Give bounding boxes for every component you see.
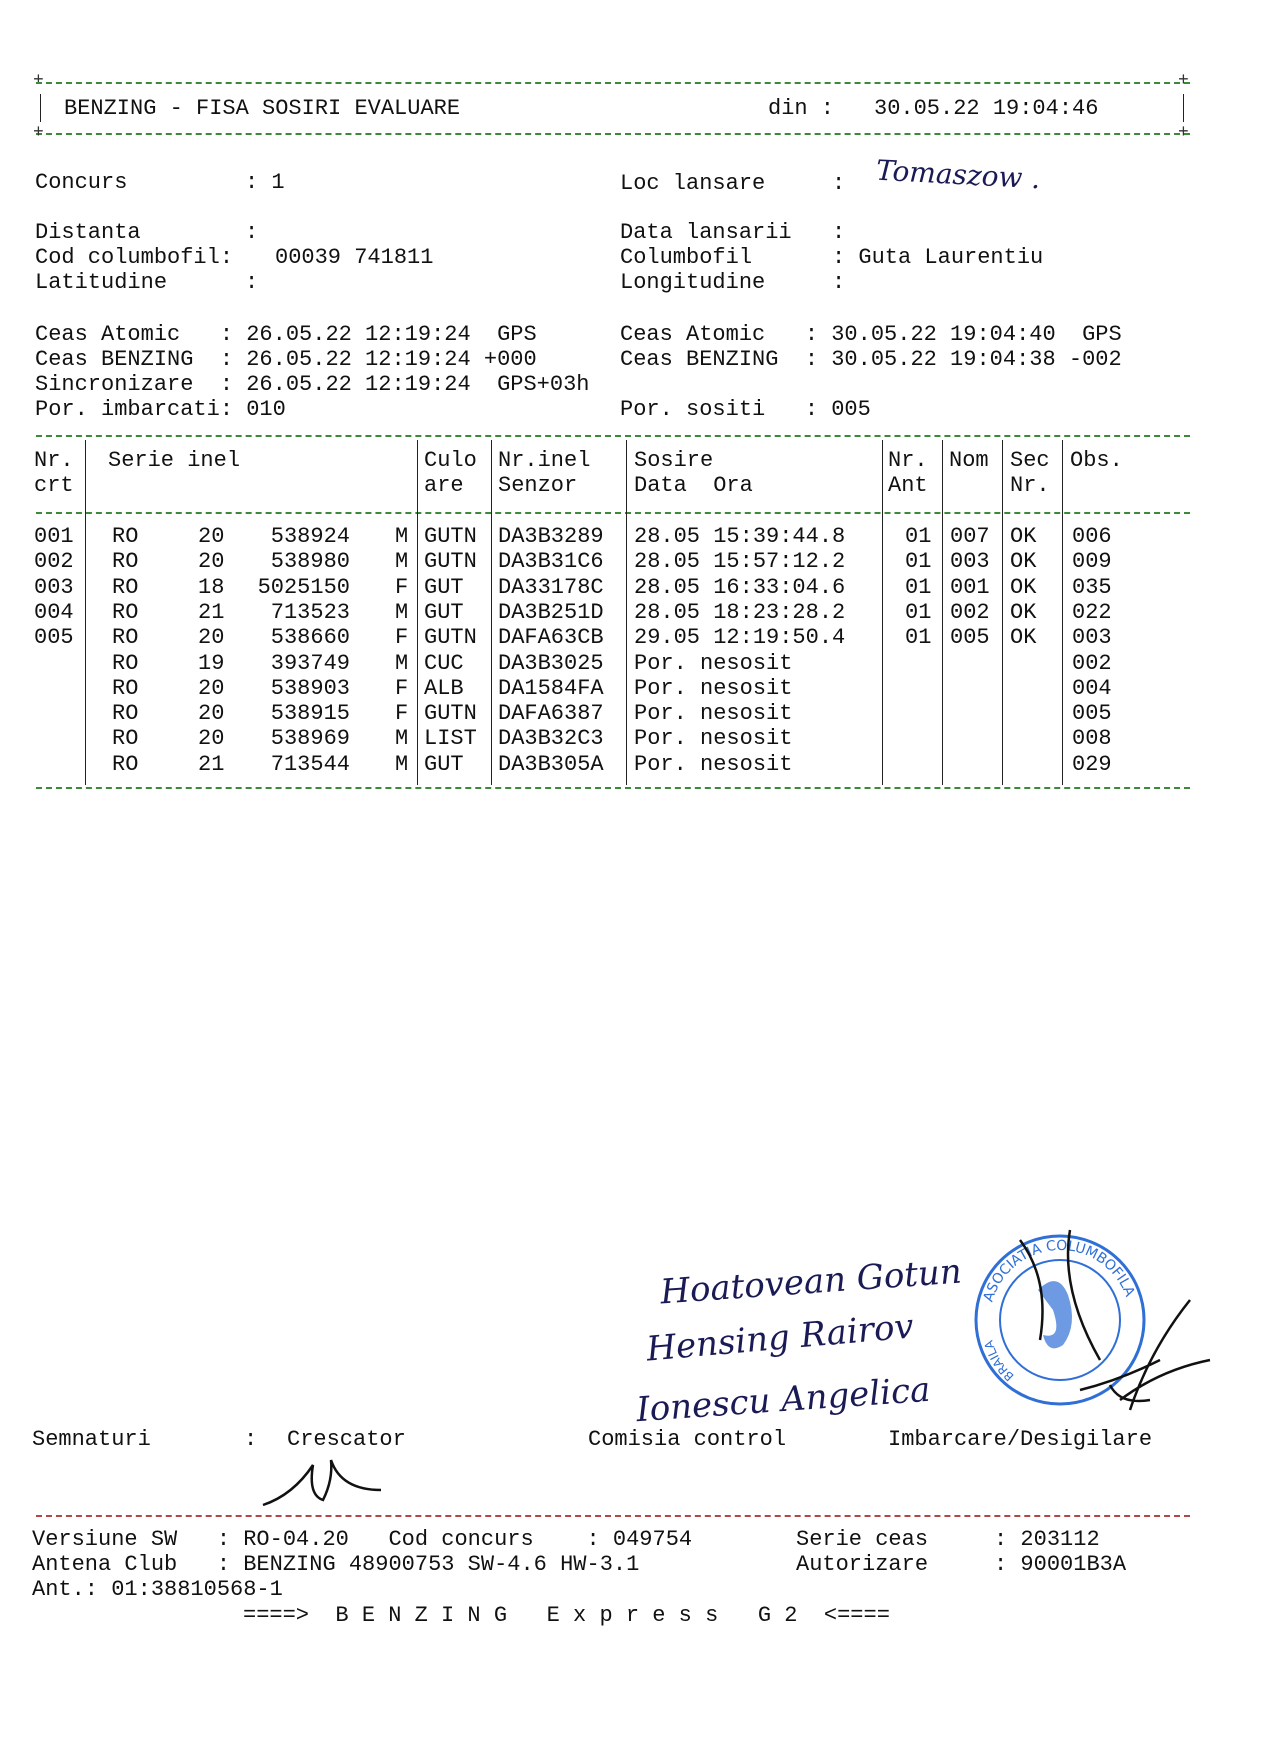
cell-inel: 538903 (270, 675, 350, 701)
cell-nr: 004 (34, 599, 74, 625)
header-sec: Sec (1010, 448, 1050, 473)
longitudine-label: Longitudine (620, 270, 766, 295)
header-sosire: Sosire (634, 448, 714, 473)
cell-sosire: Por. nesosit (634, 701, 793, 727)
header-top-rule (36, 82, 1190, 84)
left-ceas-atomic: Ceas Atomic : 26.05.22 12:19:24 GPS (35, 322, 537, 347)
cell-sec: OK (1010, 625, 1037, 651)
footer-line1-left: Versiune SW : RO-04.20 Cod concurs : 049754 (32, 1527, 693, 1552)
header-serie-inel: Serie inel (108, 448, 241, 473)
cell-senzor: DA3B251D (498, 599, 604, 625)
header-nom: Nom (949, 448, 989, 473)
cell-inel: 538924 (270, 524, 350, 549)
date-label: din : (768, 96, 835, 121)
cell-sosire: 28.05 16:33:04.6 (634, 574, 846, 600)
cell-an: 20 (198, 726, 225, 752)
cell-culoare: GUT (424, 574, 464, 600)
cell-sex: F (395, 625, 409, 651)
header-culo: Culo (424, 448, 477, 473)
columbofil-label: Columbofil (620, 245, 753, 270)
imbarcare-desigilare-label: Imbarcare/Desigilare (888, 1427, 1153, 1452)
cell-sosire: 28.05 15:39:44.8 (634, 524, 846, 549)
distanta-label: Distanta (35, 220, 141, 245)
cell-ant: 01 (905, 625, 932, 651)
handwritten-signature-3: Ionescu Angelica (634, 1369, 932, 1431)
cell-obs: 022 (1072, 599, 1112, 625)
cell-tara: RO (112, 701, 139, 727)
table-header-rule (36, 512, 1190, 514)
cell-tara: RO (112, 675, 139, 701)
header-are: are (424, 473, 464, 498)
cell-sosire: 28.05 15:57:12.2 (634, 549, 846, 575)
cell-culoare: ALB (424, 675, 464, 701)
cell-culoare: GUTN (424, 625, 477, 651)
cell-sex: M (395, 650, 409, 676)
stamp-text-left: BRAILA (981, 1338, 1017, 1384)
cell-obs: 005 (1072, 701, 1112, 727)
cell-obs: 035 (1072, 574, 1112, 600)
data-lansarii-label: Data lansarii (620, 220, 792, 245)
cell-obs: 009 (1072, 549, 1112, 575)
cell-sosire: Por. nesosit (634, 650, 793, 676)
handwritten-signature-1: Hoatovean Gotun (658, 1251, 963, 1313)
cell-obs: 006 (1072, 524, 1112, 549)
loc-lansare-sep: : (832, 171, 846, 196)
cell-senzor: DA3B3289 (498, 524, 604, 549)
header-crt: crt (34, 473, 74, 498)
semnaturi-sep: : (244, 1427, 258, 1452)
benzing-express-brand: ====> B E N Z I N G E x p r e s s G 2 <==== (243, 1603, 890, 1628)
header-bottom-rule (36, 133, 1190, 135)
footer-line2-right: Autorizare : 90001B3A (796, 1552, 1127, 1577)
cell-senzor: DA3B305A (498, 751, 604, 777)
footer-line1-right: Serie ceas : 203112 (796, 1527, 1100, 1552)
cell-sec: OK (1010, 599, 1037, 625)
cell-nom: 005 (950, 625, 990, 651)
cell-tara: RO (112, 574, 139, 600)
cell-sex: F (395, 701, 409, 727)
header-data-ora: Data Ora (634, 473, 753, 498)
left-sincronizare: Sincronizare : 26.05.22 12:19:24 GPS+03h (35, 372, 590, 397)
col-divider (1062, 440, 1063, 785)
cell-culoare: GUT (424, 751, 464, 777)
footer-line2-left: Antena Club : BENZING 48900753 SW-4.6 HW-3.1 (32, 1552, 640, 1577)
cell-sosire: 29.05 12:19:50.4 (634, 625, 846, 651)
header-nr-ant: Nr. (888, 448, 928, 473)
latitudine-label: Latitudine (35, 270, 168, 295)
header-senzor: Senzor (498, 473, 578, 498)
corner-plus: + (1178, 123, 1189, 143)
left-ceas-benzing: Ceas BENZING : 26.05.22 12:19:24 +000 (35, 347, 537, 372)
control-signature-scribble (1060, 1290, 1220, 1420)
cell-nr: 002 (34, 549, 74, 575)
cell-sosire: Por. nesosit (634, 726, 793, 752)
cell-sex: M (395, 599, 409, 625)
col-divider (85, 440, 86, 785)
cell-sec: OK (1010, 524, 1037, 549)
cell-nom: 001 (950, 574, 990, 600)
cell-sex: F (395, 675, 409, 701)
col-divider (1002, 440, 1003, 785)
header-sec-nr: Nr. (1010, 473, 1050, 498)
cell-an: 20 (198, 549, 225, 575)
cell-senzor: DA3B3025 (498, 650, 604, 676)
cell-an: 20 (198, 701, 225, 727)
columbofil-value: : Guta Laurentiu (832, 245, 1044, 270)
cell-inel: 538660 (270, 625, 350, 651)
cell-culoare: GUTN (424, 701, 477, 727)
cell-culoare: CUC (424, 650, 464, 676)
cell-culoare: GUTN (424, 524, 477, 549)
header-nr-inel: Nr.inel (498, 448, 591, 473)
por-sositi: Por. sositi : 005 (620, 397, 871, 422)
cell-an: 20 (198, 625, 225, 651)
crescator-signature (258, 1455, 388, 1515)
date-value: 30.05.22 19:04:46 (874, 96, 1099, 121)
footer-rule (36, 1515, 1190, 1517)
cell-culoare: GUTN (424, 549, 477, 575)
cell-an: 20 (198, 524, 225, 549)
header-nr: Nr. (34, 448, 74, 473)
cell-nom: 003 (950, 549, 990, 575)
cell-nom: 007 (950, 524, 990, 549)
cell-nr: 003 (34, 574, 74, 600)
cell-inel: 538980 (270, 549, 350, 575)
cell-sosire: Por. nesosit (634, 675, 793, 701)
right-ceas-benzing: Ceas BENZING : 30.05.22 19:04:38 -002 (620, 347, 1122, 372)
cell-obs: 008 (1072, 726, 1112, 752)
cell-inel: 713544 (270, 751, 350, 777)
cell-ant: 01 (905, 599, 932, 625)
cell-inel: 5025150 (257, 574, 350, 600)
comisia-control-label: Comisia control (588, 1427, 787, 1452)
cell-senzor: DAFA6387 (498, 701, 604, 727)
cell-sex: M (395, 524, 409, 549)
cell-culoare: GUT (424, 599, 464, 625)
table-top-rule (36, 435, 1190, 437)
footer-line3: Ant.: 01:38810568-1 (32, 1577, 283, 1602)
cell-sec: OK (1010, 574, 1037, 600)
cell-nr: 001 (34, 524, 74, 549)
concurs-label: Concurs (35, 170, 128, 195)
cell-tara: RO (112, 524, 139, 549)
cod-columbofil-label: Cod columbofil: (35, 245, 234, 270)
header-ant: Ant (888, 473, 928, 498)
cell-sosire: Por. nesosit (634, 751, 793, 777)
cell-an: 21 (198, 751, 225, 777)
cell-sex: F (395, 574, 409, 600)
cell-tara: RO (112, 726, 139, 752)
document-title: BENZING - FISA SOSIRI EVALUARE (64, 96, 461, 121)
cell-obs: 004 (1072, 675, 1112, 701)
cell-ant: 01 (905, 524, 932, 549)
stamp-text-top: ASOCIATIA COLUMBOFILA (980, 1237, 1138, 1304)
cell-tara: RO (112, 751, 139, 777)
cell-tara: RO (112, 549, 139, 575)
cell-an: 21 (198, 599, 225, 625)
cell-nr: 005 (34, 625, 74, 651)
handwritten-signature-2: Hensing Rairov (644, 1306, 916, 1370)
cell-sex: M (395, 549, 409, 575)
concurs-value: : 1 (245, 170, 285, 195)
data-lansarii-value: : (832, 220, 846, 245)
cell-sex: M (395, 726, 409, 752)
semnaturi-label: Semnaturi (32, 1427, 151, 1452)
cod-columbofil-value: 00039 741811 (275, 245, 434, 270)
latitudine-value: : (245, 270, 259, 295)
loc-lansare-handwritten: Tomaszow . (875, 153, 1042, 196)
cell-obs: 002 (1072, 650, 1112, 676)
header-left-bar (40, 94, 41, 122)
cell-culoare: LIST (424, 726, 477, 752)
por-imbarcati: Por. imbarcati: 010 (35, 397, 286, 422)
cell-obs: 029 (1072, 751, 1112, 777)
cell-senzor: DA33178C (498, 574, 604, 600)
cell-an: 20 (198, 675, 225, 701)
cell-sec: OK (1010, 549, 1037, 575)
cell-tara: RO (112, 625, 139, 651)
col-divider (417, 440, 418, 785)
col-divider (626, 440, 627, 785)
cell-inel: 393749 (270, 650, 350, 676)
loc-lansare-label: Loc lansare (620, 171, 766, 196)
cell-senzor: DAFA63CB (498, 625, 604, 651)
cell-inel: 538969 (270, 726, 350, 752)
cell-inel: 538915 (270, 701, 350, 727)
cell-obs: 003 (1072, 625, 1112, 651)
cell-sosire: 28.05 18:23:28.2 (634, 599, 846, 625)
cell-an: 18 (198, 574, 225, 600)
col-divider (491, 440, 492, 785)
cell-tara: RO (112, 650, 139, 676)
cell-tara: RO (112, 599, 139, 625)
crescator-label: Crescator (287, 1427, 406, 1452)
cell-senzor: DA1584FA (498, 675, 604, 701)
cell-senzor: DA3B32C3 (498, 726, 604, 752)
cell-sex: M (395, 751, 409, 777)
corner-plus: + (33, 123, 44, 143)
cell-ant: 01 (905, 549, 932, 575)
cell-senzor: DA3B31C6 (498, 549, 604, 575)
cell-ant: 01 (905, 574, 932, 600)
header-right-bar (1183, 94, 1184, 122)
cell-inel: 713523 (270, 599, 350, 625)
table-bottom-rule (36, 787, 1190, 789)
right-ceas-atomic: Ceas Atomic : 30.05.22 19:04:40 GPS (620, 322, 1122, 347)
distanta-value: : (245, 220, 259, 245)
longitudine-value: : (832, 270, 846, 295)
cell-nom: 002 (950, 599, 990, 625)
col-divider (942, 440, 943, 785)
header-obs: Obs. (1070, 448, 1123, 473)
cell-an: 19 (198, 650, 225, 676)
col-divider (882, 440, 883, 785)
corner-plus: + (1178, 71, 1189, 91)
corner-plus: + (33, 71, 44, 91)
